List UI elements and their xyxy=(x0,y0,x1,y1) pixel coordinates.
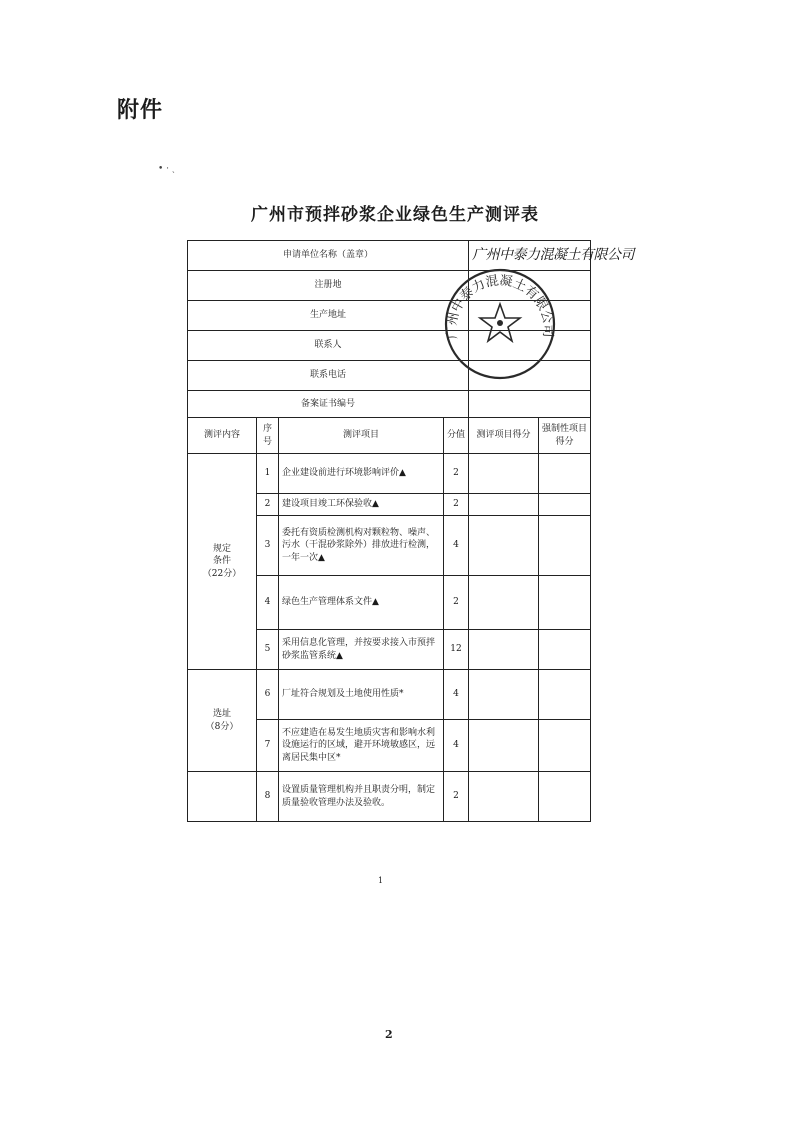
row-mandatory-score xyxy=(539,630,591,670)
inner-page-number: 1 xyxy=(378,876,384,885)
row-seq: 1 xyxy=(257,454,279,494)
table-row xyxy=(188,454,591,494)
row-item: 委托有资质检测机构对颗粒物、噪声、污水（干混砂浆除外）排放进行检测，一年一次▲ xyxy=(279,516,444,576)
col-score-header: 分值 xyxy=(444,418,469,454)
row-mandatory-score xyxy=(539,576,591,630)
row-score: 4 xyxy=(444,670,469,720)
row-score: 2 xyxy=(444,494,469,516)
attachment-label: 附件 xyxy=(117,98,164,123)
registered-address-label: 注册地 xyxy=(188,271,469,301)
filing-certificate-label: 备案证书编号 xyxy=(188,391,469,418)
section-site-label: 选址 xyxy=(212,709,231,720)
row-score: 2 xyxy=(444,772,469,822)
section-site-points: （8分） xyxy=(205,721,239,732)
document-title: 广州市预拌砂浆企业绿色生产测评表 xyxy=(251,205,539,225)
applicant-name-value: 广州中泰力混凝土有限公司 xyxy=(469,241,591,271)
section-site xyxy=(188,670,257,772)
production-address-label: 生产地址 xyxy=(188,301,469,331)
section-required xyxy=(188,454,257,670)
row-item: 建设项目竣工环保验收▲ xyxy=(279,494,444,516)
row-item-score xyxy=(469,494,539,516)
row-item-score xyxy=(469,454,539,494)
row-mandatory-score xyxy=(539,516,591,576)
contact-phone-label: 联系电话 xyxy=(188,361,469,391)
row-item-score xyxy=(469,670,539,720)
row-seq: 7 xyxy=(257,720,279,772)
section-required-points: （22分） xyxy=(202,568,242,579)
row-item: 采用信息化管理，并按要求接入市预拌砂浆监管系统▲ xyxy=(279,630,444,670)
row-item: 绿色生产管理体系文件▲ xyxy=(279,576,444,630)
scan-specks: • · ˎ xyxy=(158,164,175,174)
col-seq-header: 序号 xyxy=(257,418,279,454)
row-score: 4 xyxy=(444,720,469,772)
section-required-label: 规定条件 xyxy=(212,544,231,567)
row-mandatory-score xyxy=(539,772,591,822)
seal-center-dot xyxy=(497,320,503,326)
col-content-header: 测评内容 xyxy=(188,418,257,454)
company-seal xyxy=(440,264,560,384)
row-item: 设置质量管理机构并且职责分明，制定质量验收管理办法及验收。 xyxy=(279,772,444,822)
section-blank xyxy=(188,772,257,822)
row-mandatory-score xyxy=(539,720,591,772)
row-seq: 4 xyxy=(257,576,279,630)
row-item: 企业建设前进行环境影响评价▲ xyxy=(279,454,444,494)
row-mandatory-score xyxy=(539,670,591,720)
row-item-score xyxy=(469,516,539,576)
row-mandatory-score xyxy=(539,454,591,494)
row-seq: 8 xyxy=(257,772,279,822)
row-score: 2 xyxy=(444,454,469,494)
col-item-header: 测评项目 xyxy=(279,418,444,454)
row-seq: 3 xyxy=(257,516,279,576)
row-seq: 5 xyxy=(257,630,279,670)
col-item-score-header: 测评项目得分 xyxy=(469,418,539,454)
table-row xyxy=(188,772,591,822)
row-mandatory-score xyxy=(539,494,591,516)
row-score: 2 xyxy=(444,576,469,630)
row-item: 不应建造在易发生地质灾害和影响水利设施运行的区域，避开环境敏感区，远离居民集中区* xyxy=(279,720,444,772)
row-item-score xyxy=(469,772,539,822)
outer-page-number: 2 xyxy=(385,1028,393,1041)
row-item-score xyxy=(469,576,539,630)
row-score: 12 xyxy=(444,630,469,670)
table-row xyxy=(188,670,591,720)
row-item: 厂址符合规划及土地使用性质* xyxy=(279,670,444,720)
filing-certificate-value xyxy=(469,391,591,418)
row-seq: 2 xyxy=(257,494,279,516)
column-header-row xyxy=(188,418,591,454)
applicant-name-label: 申请单位名称（盖章） xyxy=(188,241,469,271)
row-seq: 6 xyxy=(257,670,279,720)
row-item-score xyxy=(469,630,539,670)
col-mandatory-score-header: 强制性项目得分 xyxy=(539,418,591,454)
row-score: 4 xyxy=(444,516,469,576)
seal-text: 广州中泰力混凝土有限公司 xyxy=(444,273,556,340)
applicant-row xyxy=(188,391,591,418)
contact-person-label: 联系人 xyxy=(188,331,469,361)
row-item-score xyxy=(469,720,539,772)
